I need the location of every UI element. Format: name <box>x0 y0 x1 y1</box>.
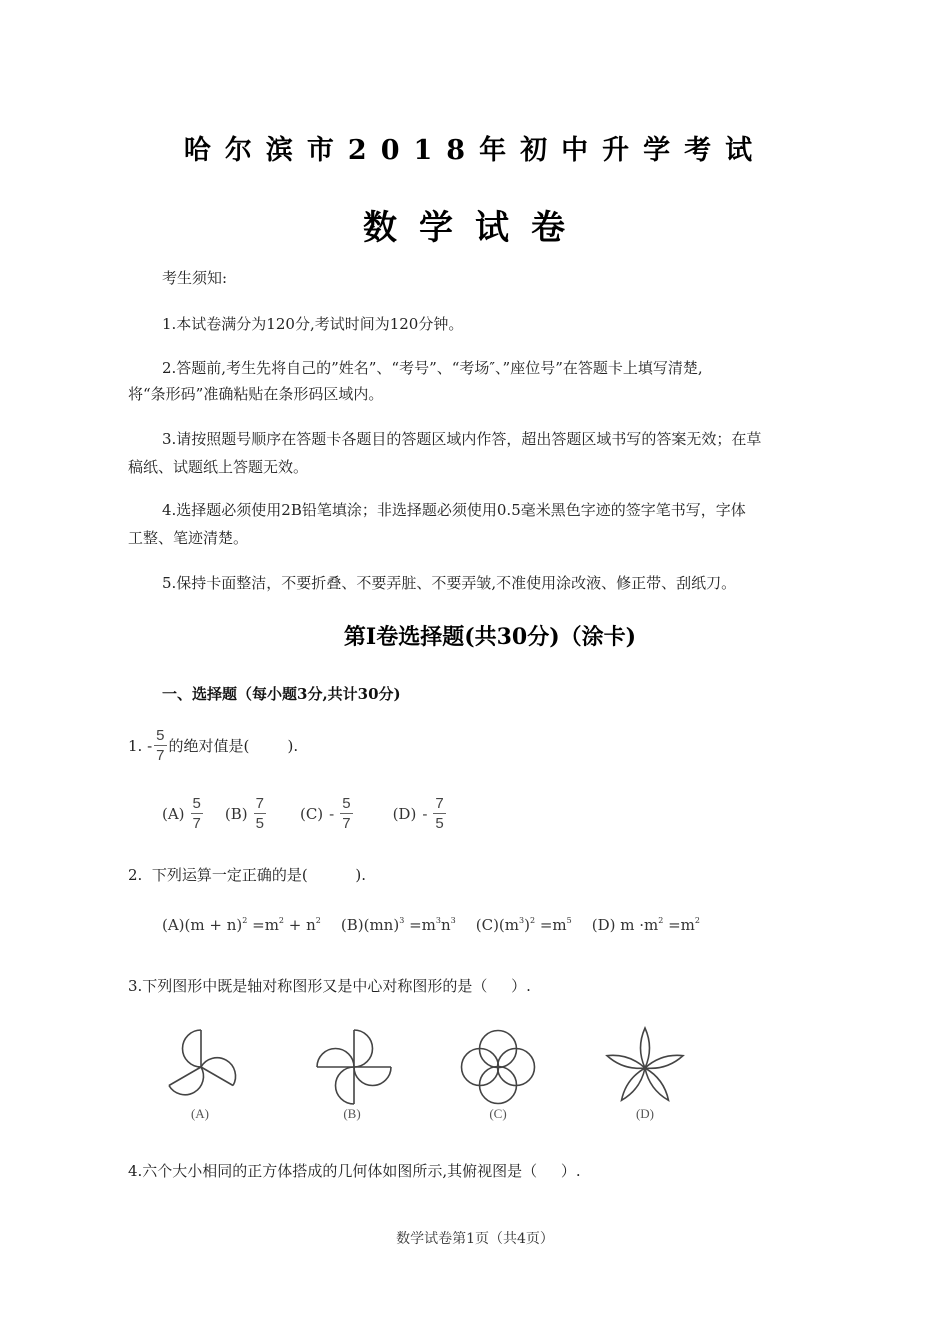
notice-item-3-cont: 稿纸、试题纸上答题无效。 <box>128 458 309 476</box>
notice-item-4: 4.选择题必须使用2B铅笔填涂；非选择题必须使用0.5毫米黑色字迹的签字笔书写，字体 <box>162 501 746 519</box>
four-circles-icon <box>448 1015 548 1105</box>
three-blade-pinwheel-icon <box>150 1015 250 1105</box>
notice-item-3: 3.请按照题号顺序在答题卡各题目的答题区域内作答，超出答题区域书写的答案无效；在草 <box>162 430 762 448</box>
q1-option-b[interactable]: (B) $\frac{7}{5}$ <box>224 795 264 832</box>
notice-item-4-cont: 工整、笔迹清楚。 <box>128 529 249 547</box>
q3-figure-b[interactable] <box>302 1015 402 1135</box>
notice-item-5: 5.保持卡面整洁，不要折叠、不要弄脏、不要弄皱,不准使用涂改液、修正带、刮纸刀。 <box>162 574 737 592</box>
q3-figure-c[interactable] <box>448 1015 548 1135</box>
question-1 <box>128 728 298 763</box>
notice-item-2: 2.答题前,考生先将自己的”姓名”、“考号”、“考场″、”座位号”在答题卡上填写清楚, <box>162 359 703 377</box>
q3-figure-a[interactable] <box>150 1015 250 1135</box>
q3-figure-d-label: (D) <box>635 1106 655 1121</box>
q2-options <box>162 916 700 934</box>
q3-figure-a-label: (A) <box>190 1106 210 1121</box>
q1-frac-den: 7 <box>156 747 165 764</box>
q3-figure-d[interactable] <box>595 1015 695 1135</box>
q3-figure-b-label: (B) <box>343 1106 361 1121</box>
q2-option-c[interactable]: $(C)(m^3)^2 =m^5$ <box>475 916 572 934</box>
question-2: 2. 下列运算一定正确的是( ). <box>128 866 367 884</box>
exam-title: 哈尔滨市2018年初中升学考试 <box>183 135 767 166</box>
q1-option-d[interactable]: (D) - $\frac{7}{5}$ <box>392 795 444 832</box>
q2-option-d[interactable]: (D) $m \cdot m^2 =m^2$ <box>591 916 700 934</box>
q1-prefix: 1. - <box>128 736 153 755</box>
q3-figure-c-label: (C) <box>489 1106 507 1121</box>
q1-options <box>162 796 474 831</box>
exam-subtitle: 数学试卷 <box>363 208 587 248</box>
q1-fraction <box>154 728 166 763</box>
page-footer: 数学试卷第1页（共4页） <box>396 1231 554 1247</box>
notice-heading: 考生须知: <box>162 269 228 287</box>
question-3: 3.下列图形中既是轴对称图形又是中心对称图形的是（ ）. <box>128 977 531 995</box>
four-blade-pinwheel-icon <box>302 1015 402 1105</box>
question-4: 4.六个大小相同的正方体搭成的几何体如图所示,其俯视图是（ ）. <box>128 1162 581 1180</box>
notice-item-2-cont: 将“条形码”准确粘贴在条形码区域内。 <box>128 385 384 403</box>
section-title: 第Ⅰ卷选择题(共30分)（涂卡) <box>343 624 637 650</box>
section-subtitle: 一、选择题（每小题3分,共计30分) <box>162 685 401 703</box>
q2-option-a[interactable]: $(A)(m + n)^2 =m^2 + n^2$ <box>162 916 321 934</box>
five-petal-flower-icon <box>595 1015 695 1105</box>
q3-figures <box>150 1015 710 1135</box>
q1-option-c[interactable]: (C) - $\frac{5}{7}$ <box>299 795 351 832</box>
q2-option-b[interactable]: $(B)(mn)^3 =m^3n^3$ <box>340 916 456 934</box>
q1-option-a[interactable]: (A) $\frac{5}{7}$ <box>162 795 201 832</box>
q1-stem: 的绝对值是( ). <box>168 737 299 755</box>
notice-item-1: 1.本试卷满分为120分,考试时间为120分钟。 <box>162 315 464 333</box>
q1-frac-num: 5 <box>156 727 165 744</box>
